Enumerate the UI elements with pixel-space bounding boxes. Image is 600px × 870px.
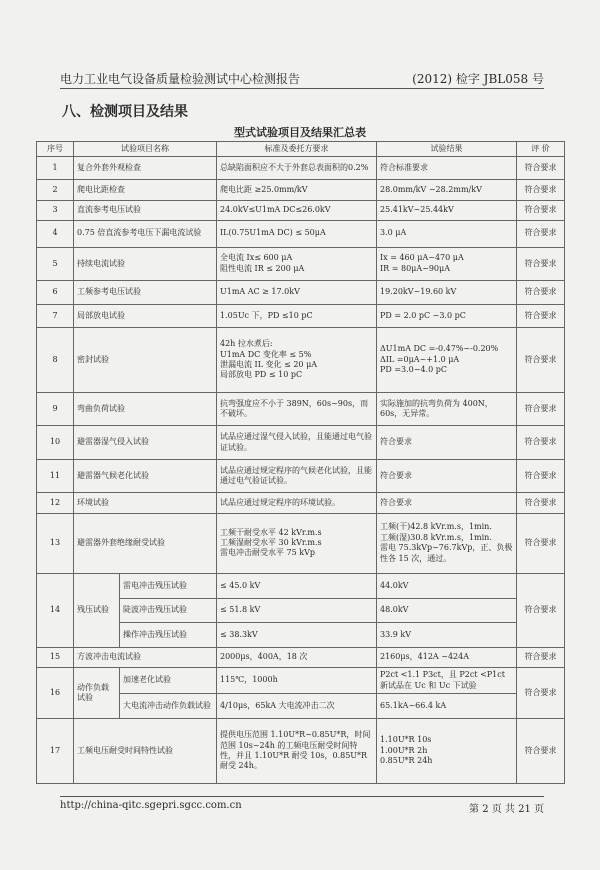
requirement (217, 328, 377, 393)
evaluation: 符合要求 (517, 392, 565, 426)
test-item-name: 复合外套外观检查 (74, 157, 217, 180)
test-result (377, 719, 517, 784)
evaluation: 符合要求 (517, 157, 565, 180)
evaluation: 符合要求 (517, 304, 565, 327)
requirement-line: 泄漏电流 IL 变化 ≤ 20 μA (220, 359, 318, 369)
test-item-name: 动作负载试验 (74, 667, 120, 718)
requirement: 2000μs，400A，18 次 (217, 647, 377, 667)
requirement: 115℃，1000h (217, 667, 377, 694)
page-number: 第 2 页 共 21 页 (469, 804, 544, 815)
col-requirement: 标准及委托方要求 (217, 142, 377, 157)
test-result-line: ΔU1mA DC =-0.47%~-0.20% (380, 344, 499, 354)
row-number: 14 (37, 573, 74, 647)
test-result: 符合要求 (377, 493, 517, 513)
test-result-line: Ix = 460 μA~470 μA (380, 253, 464, 263)
evaluation: 符合要求 (517, 573, 565, 647)
evaluation: 符合要求 (517, 667, 565, 718)
row-number: 13 (37, 513, 74, 573)
test-result: 3.0 μA (377, 220, 517, 247)
row-number: 7 (37, 304, 74, 327)
sub-test-name: 陡波冲击残压试验 (120, 598, 217, 623)
evaluation: 符合要求 (517, 426, 565, 460)
table-row (37, 200, 565, 220)
table-row (37, 328, 565, 393)
row-number: 8 (37, 328, 74, 393)
table-row (37, 157, 565, 180)
test-result: 符合标准要求 (377, 157, 517, 180)
requirement: ≤ 38.3kV (217, 623, 377, 648)
table-row (37, 647, 565, 667)
col-item: 试验项目名称 (74, 142, 217, 157)
requirement: IL(0.75U1mA DC) ≤ 50μA (217, 220, 377, 247)
test-result-line: 工频(湿)30.8 kVr.m.s，1min. (380, 532, 492, 542)
requirement: 24.0kV≤U1mA DC≤26.0kV (217, 200, 377, 220)
test-item-name: 持续电流试验 (74, 247, 217, 281)
row-number: 11 (37, 459, 74, 493)
evaluation: 符合要求 (517, 220, 565, 247)
sub-test-name: 大电流冲击动作负载试验 (120, 694, 217, 719)
requirement-line: U1mA DC 变化率 ≤ 5% (220, 349, 312, 359)
table-row (37, 281, 565, 304)
sub-test-name: 操作冲击残压试验 (120, 623, 217, 648)
test-item-name: 局部放电试验 (74, 304, 217, 327)
requirement-line: 工频湿耐受水平 30 kVr.m.s (220, 538, 322, 548)
evaluation: 符合要求 (517, 180, 565, 200)
requirement-line: 42h 拉水煮后: (220, 339, 273, 349)
test-result-line: 0.85U*R 24h (380, 756, 433, 766)
row-number: 6 (37, 281, 74, 304)
table-row (37, 459, 565, 493)
row-number: 1 (37, 157, 74, 180)
results-table (36, 141, 565, 784)
sub-test-name: 加速老化试验 (120, 667, 217, 694)
test-result (377, 513, 517, 573)
test-result: 符合要求 (377, 426, 517, 460)
row-number: 9 (37, 392, 74, 426)
row-number: 10 (37, 426, 74, 460)
row-number: 4 (37, 220, 74, 247)
table-row (37, 247, 565, 281)
test-item-name: 工频电压耐受时间特性试验 (74, 719, 217, 784)
requirement: 4/10μs，65kA 大电流冲击二次 (217, 694, 377, 719)
evaluation: 符合要求 (517, 281, 565, 304)
row-number: 2 (37, 180, 74, 200)
table-row (37, 513, 565, 573)
table-header-row (37, 142, 565, 157)
test-result-line: ΔIL =0μA~+1.0 μA (380, 354, 460, 364)
evaluation: 符合要求 (517, 513, 565, 573)
test-result-line: 1.10U*R 10s (380, 735, 432, 745)
requirement: ≤ 51.8 kV (217, 598, 377, 623)
requirement: 1.05Uc 下，PD ≤10 pC (217, 304, 377, 327)
requirement (217, 247, 377, 281)
section-title: 八、检测项目及结果 (62, 104, 188, 120)
row-number: 12 (37, 493, 74, 513)
requirement (217, 513, 377, 573)
requirement-line: 工频干耐受水平 42 kVr.m.s (220, 527, 322, 537)
row-number: 17 (37, 719, 74, 784)
requirement: U1mA AC ≥ 17.0kV (217, 281, 377, 304)
requirement-line: 阻性电流 IR ≤ 200 μA (220, 263, 305, 273)
evaluation: 符合要求 (517, 647, 565, 667)
requirement: 提供电压范围 1.10U*R~0.85U*R，时间范围 10s~24h 的工频电压耐受时间特性，并且 1.10U*R 耐受 10s，0.85U*R 耐受 24h。 (217, 719, 377, 784)
test-result: 28.0mm/kV ~28.2mm/kV (377, 180, 517, 200)
requirement: 试品应通过湿气侵入试验，且能通过电气验证试验。 (217, 426, 377, 460)
table-row (37, 392, 565, 426)
test-item-name: 避雷器外套绝缘耐受试验 (74, 513, 217, 573)
test-result-line: 雷电 75.3kVp~76.7kVp，正、负极性各 15 次，通过。 (380, 543, 513, 563)
evaluation: 符合要求 (517, 719, 565, 784)
test-result: 2160μs，412A ~424A (377, 647, 517, 667)
test-result: P2ct <1.1 P3ct，且 P2ct <P1ct 新试品在 Uc 和 Uc 下试验 (377, 667, 517, 694)
requirement-line: 全电流 Ix≤ 600 μA (220, 253, 293, 263)
row-number: 15 (37, 647, 74, 667)
evaluation: 符合要求 (517, 493, 565, 513)
evaluation: 符合要求 (517, 200, 565, 220)
test-result: 33.9 kV (377, 623, 517, 648)
test-item-name: 直流参考电压试验 (74, 200, 217, 220)
table-body (37, 157, 565, 784)
header-rule (60, 88, 544, 89)
test-item-name: 方波冲击电流试验 (74, 647, 217, 667)
row-number: 5 (37, 247, 74, 281)
test-item-name: 爬电比距检查 (74, 180, 217, 200)
report-number: (2012) 检字 JBL058 号 (412, 72, 544, 86)
table-row (37, 719, 565, 784)
test-result: 65.1kA~66.4 kA (377, 694, 517, 719)
test-item-name: 环境试验 (74, 493, 217, 513)
org-title: 电力工业电气设备质量检验测试中心检测报告 (60, 72, 301, 86)
table-row (37, 304, 565, 327)
test-item-name: 残压试验 (74, 573, 120, 647)
page-footer (60, 796, 544, 815)
requirement: 爬电比距 ≥25.0mm/kV (217, 180, 377, 200)
requirement: 抗弯强度应不小于 389N，60s~90s，而不破坏。 (217, 392, 377, 426)
test-item-name: 工频参考电压试验 (74, 281, 217, 304)
requirement: 试品应通过规定程序的环境试验。 (217, 493, 377, 513)
test-item-name: 0.75 倍直流参考电压下漏电流试验 (74, 220, 217, 247)
requirement-line: 雷电冲击耐受水平 75 kVp (220, 548, 316, 558)
test-item-name: 密封试验 (74, 328, 217, 393)
test-result-line: 工频(干)42.8 kVr.m.s，1min. (380, 522, 492, 532)
test-result-line: IR = 80μA~90μA (380, 263, 450, 273)
requirement: ≤ 45.0 kV (217, 573, 377, 598)
table-row (37, 220, 565, 247)
requirement-line: 局部放电 PD ≤ 10 pC (220, 370, 303, 380)
table-row (37, 426, 565, 460)
test-item-name: 避雷器湿气侵入试验 (74, 426, 217, 460)
col-no: 序号 (37, 142, 74, 157)
table-row (37, 667, 565, 694)
table-title: 型式试验项目及结果汇总表 (234, 126, 366, 139)
row-number: 16 (37, 667, 74, 718)
requirement: 试品应通过规定程序的气候老化试验，且能通过电气验证试验。 (217, 459, 377, 493)
test-result: 48.0kV (377, 598, 517, 623)
test-item-name: 避雷器气候老化试验 (74, 459, 217, 493)
test-result-line: PD =3.0~4.0 pC (380, 365, 447, 375)
col-evaluation: 评 价 (517, 142, 565, 157)
test-result (377, 247, 517, 281)
col-result: 试验结果 (377, 142, 517, 157)
test-result: 19.20kV~19.60 kV (377, 281, 517, 304)
sub-test-name: 雷电冲击残压试验 (120, 573, 217, 598)
table-row (37, 573, 565, 598)
requirement: 总缺陷面积应不大于外套总表面积的0.2% (217, 157, 377, 180)
test-result: 25.41kV~25.44kV (377, 200, 517, 220)
test-item-name: 弯曲负荷试验 (74, 392, 217, 426)
table-row (37, 493, 565, 513)
test-result: 44.0kV (377, 573, 517, 598)
test-result: 实际施加的抗弯负荷为 400N，60s，无异常。 (377, 392, 517, 426)
evaluation: 符合要求 (517, 459, 565, 493)
test-result-line: 1.00U*R 2h (380, 745, 428, 755)
footer-url: http://china-qitc.sgepri.sgcc.com.cn (60, 800, 242, 811)
row-number: 3 (37, 200, 74, 220)
report-header (60, 70, 544, 87)
evaluation: 符合要求 (517, 247, 565, 281)
test-result (377, 328, 517, 393)
test-result: PD = 2.0 pC ~3.0 pC (377, 304, 517, 327)
table-row (37, 180, 565, 200)
test-result: 符合要求 (377, 459, 517, 493)
evaluation: 符合要求 (517, 328, 565, 393)
